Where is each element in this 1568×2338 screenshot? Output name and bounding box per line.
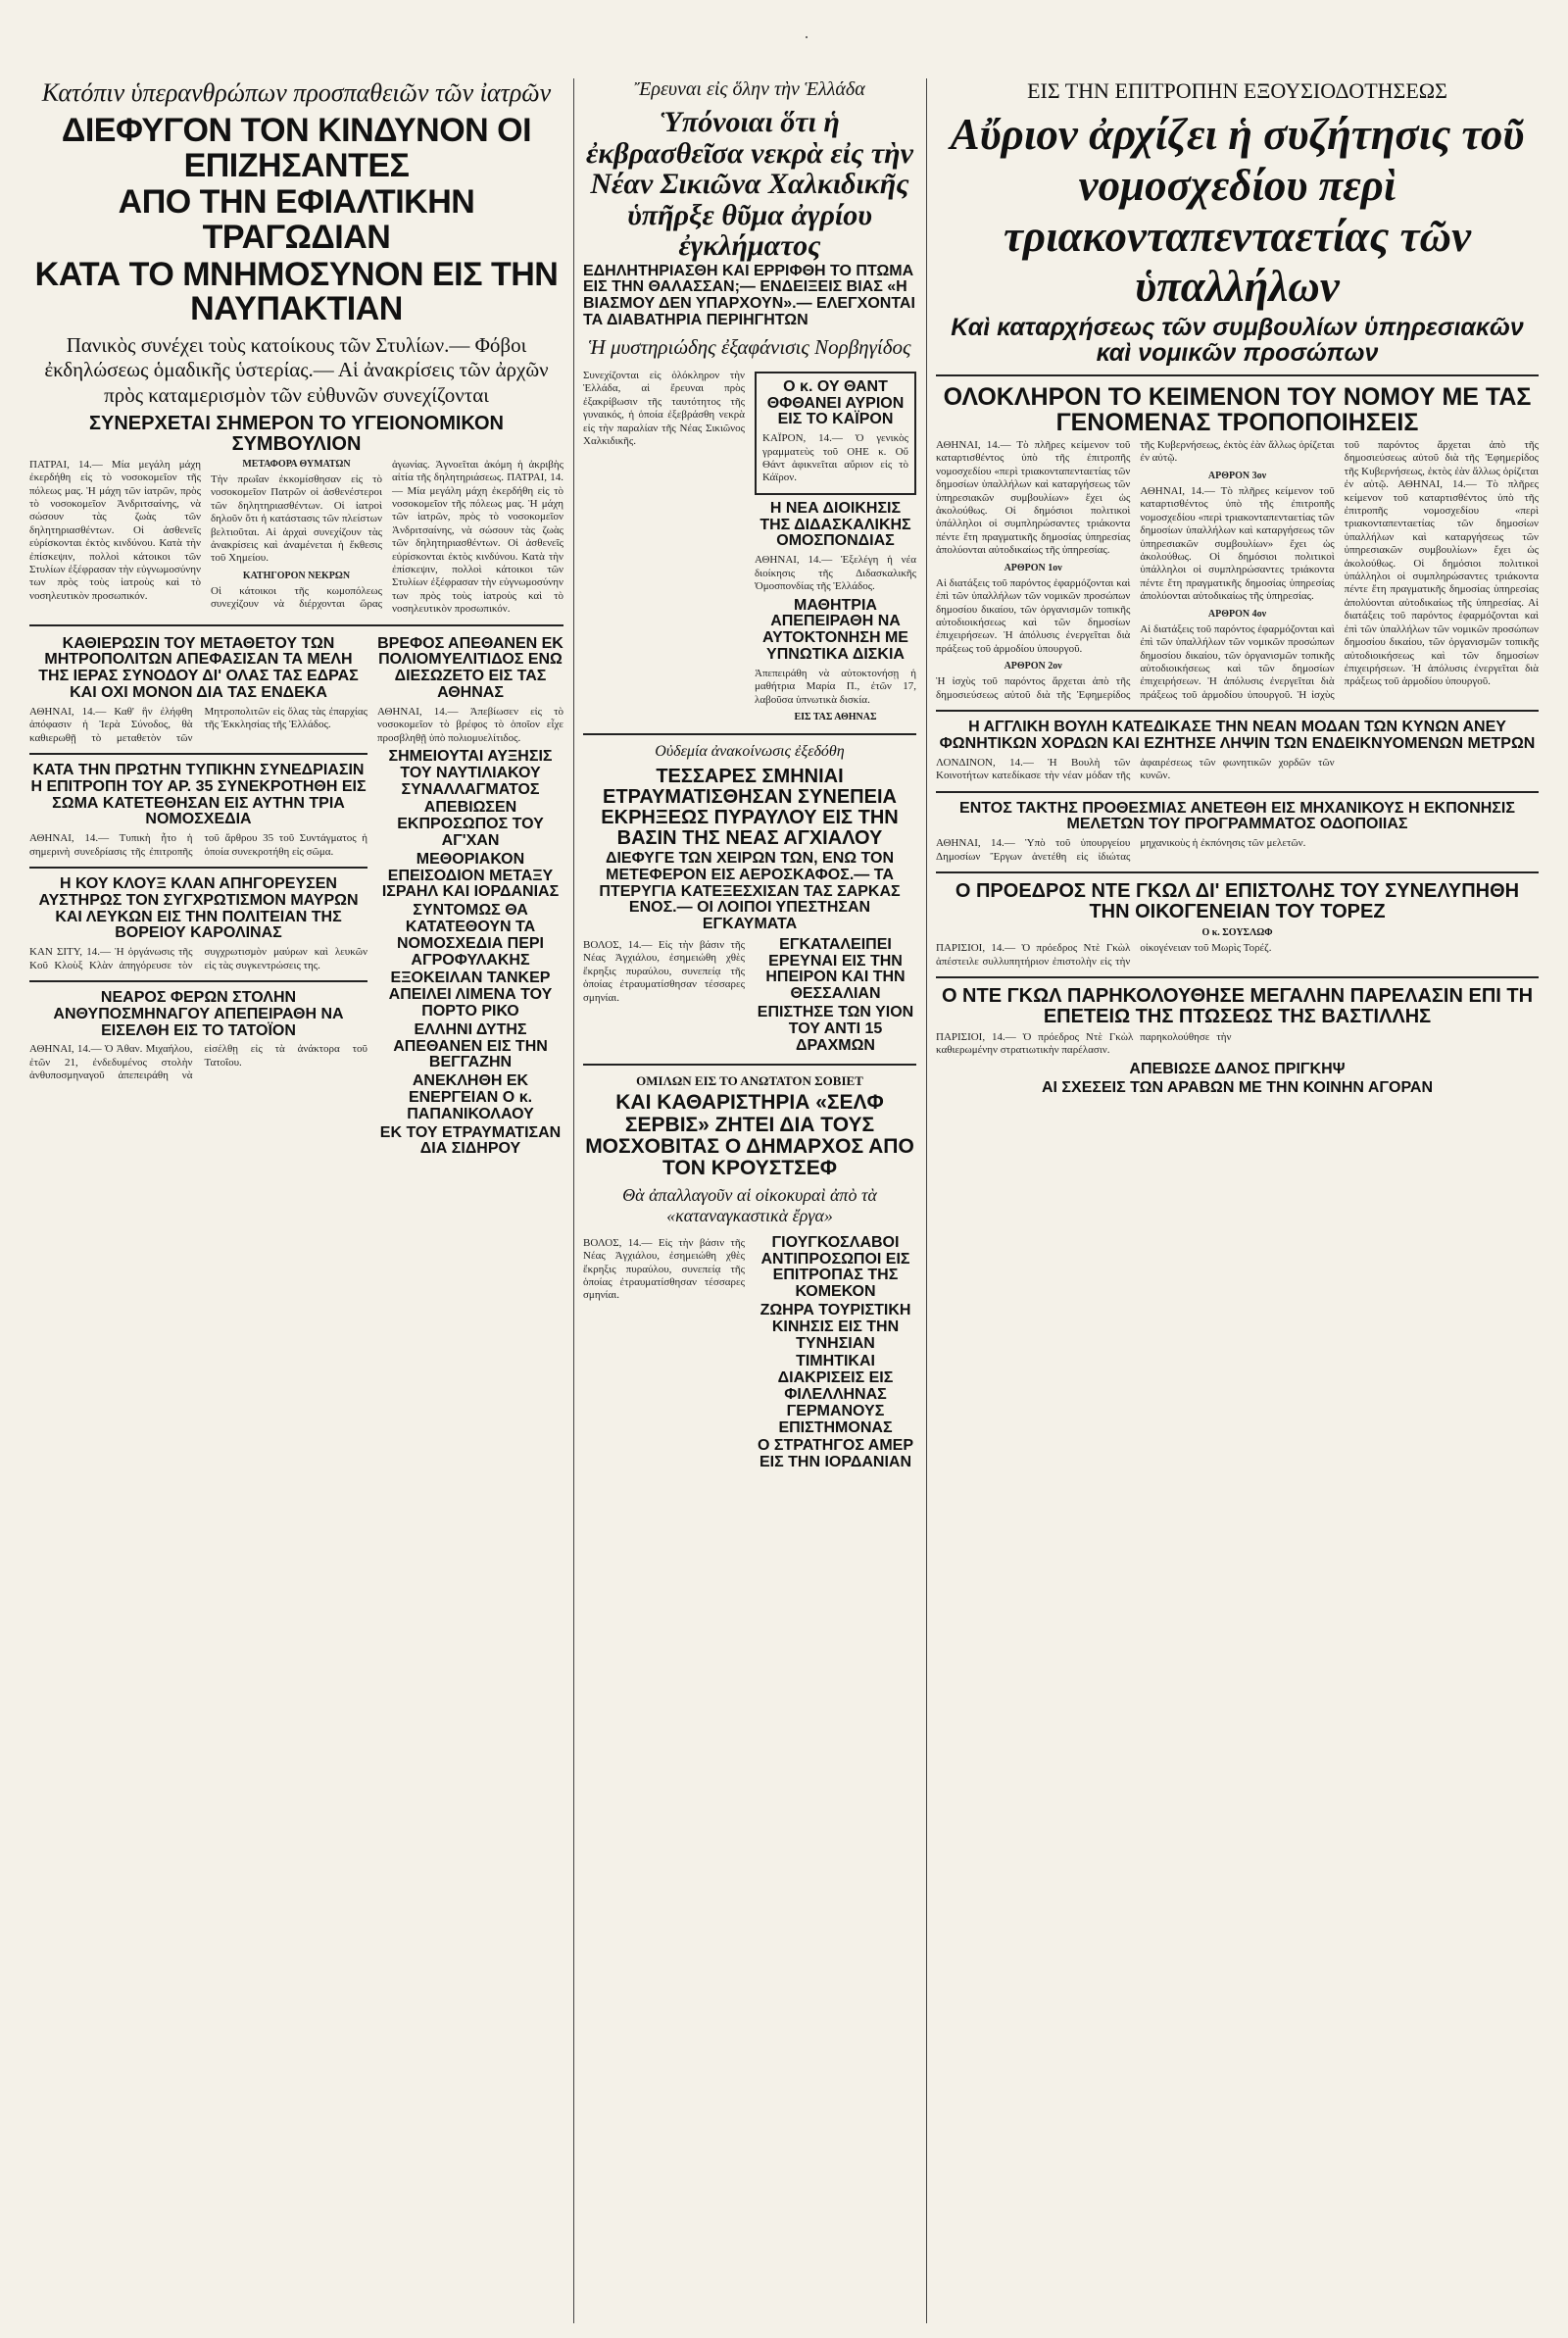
column-right — [936, 78, 1539, 2323]
column-rule — [926, 78, 927, 2323]
uthant-body: ΚΑΪΡΟΝ, 14.— Ὁ γενικὸς γραμματεὺς τοῦ ΟΗΕ κ. Οὔ Θάντ ἀφικνεῖται αὔριον εἰς τὸ Κάϊρον. — [762, 432, 908, 484]
committee-body: ΑΘΗΝΑΙ, 14.— Τυπικὴ ἦτο ἡ σημερινὴ συνεδρίασις τῆς ἐπιτροπῆς τοῦ ἄρθρου 35 τοῦ Συντάγματος ἡ ὁποία συνεκροτήθη εἰς σῶμα. — [29, 832, 368, 858]
amer-headline: Ο ΣΤΡΑΤΗΓΟΣ ΑΜΕΡ ΕΙΣ ΤΗΝ ΙΟΡΔΑΝΙΑΝ — [757, 1437, 914, 1471]
brief-aghan-headline: ΑΠΕΒΙΩΣΕΝ ΕΚΠΡΟΣΩΠΟΣ ΤΟΥ ΑΓ'ΧΑΝ — [397, 799, 544, 849]
rocket-kicker: Οὐδεμία ἀνακοίνωσις ἐξεδόθη — [655, 742, 845, 760]
article-3-label: ΑΡΘΡΟΝ 3ον — [1207, 470, 1267, 481]
synod-body: ΑΘΗΝΑΙ, 14.— Καθ' ἣν ἐλήφθη ἀπόφασιν ἡ Ἱερὰ Σύνοδος, θὰ καθιερωθῇ τὸ μεταθετὸν τῶν Μητροπολιτῶν εἰς ὅλας τὰς ἐπαρχίας τῆς Ἐκκλησίας τῆς Ἑλλάδος. — [29, 705, 368, 744]
rocket-deck: ΔΙΕΦΥΓΕ ΤΩΝ ΧΕΙΡΩΝ ΤΩΝ, ΕΝΩ ΤΟΝ ΜΕΤΕΦΕΡΟΝ ΕΙΣ ΑΕΡΟΣΚΑΦΟΣ.— ΤΑ ΠΤΕΡΥΓΙΑ ΚΑΤΕΞΕΣΧΙΣΑΝ ΤΑΣ ΣΑΡΚΑΣ ΕΝΟΣ.— ΟΙ ΛΟΙΠΟΙ ΥΠΕΣΤΗΣΑΝ ΕΓΚΑΥΜΑΤΑ — [599, 849, 901, 933]
lead-deck: Πανικὸς συνέχει τοὺς κατοίκους τῶν Στυλίων.— Φόβοι ἐκδηλώσεως ὁμαδικῆς ὑστερίας.— Αἱ ἀνακρίσεις τῶν ἀρχῶν πρὸς καταμερισμὸν τῶν εὐθυνῶν συνεχίζονται — [44, 333, 549, 407]
rocket-side — [755, 935, 916, 1057]
dogs-body: ΛΟΝΔΙΝΟΝ, 14.— Ἡ Βουλὴ τῶν Κοινοτήτων κατεδίκασε τὴν νέαν μόδαν τῆς ἀφαιρέσεως τῶν φωνητικῶν χορδῶν τῶν κυνῶν. — [936, 756, 1335, 782]
kkk-body: ΚΑΝ ΣΙΤΥ, 14.— Ἡ ὀργάνωσις τῆς Κοῦ Κλοὺξ Κλὰν ἀπηγόρευσε τὸν συγχρωτισμὸν μαύρων καὶ λευκῶν εἰς τὰς συγκεντρώσεις της. — [29, 946, 368, 971]
brief-tanker-headline: ΕΞΟΚΕΙΛΑΝ ΤΑΝΚΕΡ ΑΠΕΙΛΕΙ ΛΙΜΕΝΑ ΤΟΥ ΠΟΡΤΟ ΡΙΚΟ — [388, 970, 553, 1020]
soviet-side — [755, 1233, 916, 1473]
german-scientists-headline: ΤΙΜΗΤΙΚΑΙ ΔΙΑΚΡΙΣΕΙΣ ΕΙΣ ΦΙΛΕΛΛΗΝΑΣ ΓΕΡΜΑΝΟΥΣ ΕΠΙΣΤΗΜΟΝΑΣ — [777, 1353, 894, 1436]
arabs-market-headline: ΑΙ ΣΧΕΣΕΙΣ ΤΩΝ ΑΡΑΒΩΝ ΜΕ ΤΗΝ ΚΟΙΝΗΝ ΑΓΟΡΑΝ — [1041, 1078, 1434, 1096]
left-lower-briefs — [377, 634, 564, 1161]
left-lower-main — [29, 634, 368, 1161]
soviet-split — [583, 1233, 916, 1473]
uthant-headline: Ο κ. ΟΥ ΘΑΝΤ ΘΦΘΑΝΕΙ ΑΥΡΙΟΝ ΕΙΣ ΤΟ ΚΑΪΡΟΝ — [766, 377, 905, 428]
bill-body-text-1c: ΑΘΗΝΑΙ, 14.— Τὸ πλῆρες κείμενον τοῦ καταρτισθέντος ὑπὸ τῆς ἐπιτροπῆς νομοσχεδίου «περὶ τριακονταπενταετίας τῶν δημοσίων ὑπαλλήλων καὶ καταργήσεως τῶν ὑπηρεσιακῶν συμβουλίων» ἔχει ὡς ἀκολούθως. Οἱ δημόσιοι πολιτικοὶ ὑπάλληλοι οἱ συμπληρώσαντες τριάκοντα πέντε ἔτη πραγματικῆς δημοσίας ὑπηρεσίας ἀπολύονται αὐτοδικαίως τῆς ὑπηρεσίας. — [1344, 478, 1539, 609]
section-label-dead: ΚΑΤΗΓΟΡΟΝ ΝΕΚΡΩΝ — [242, 570, 351, 581]
lead-headline-3: ΚΑΤΑ ΤΟ ΜΝΗΜΟΣΥΝΟΝ ΕΙΣ ΤΗΝ ΝΑΥΠΑΚΤΙΑΝ — [34, 255, 559, 328]
synod-headline: ΚΑΘΙΕΡΩΣΙΝ ΤΟΥ ΜΕΤΑΘΕΤΟΥ ΤΩΝ ΜΗΤΡΟΠΟΛΙΤΩΝ ΑΠΕΦΑΣΙΣΑΝ ΤΑ ΜΕΛΗ ΤΗΣ ΙΕΡΑΣ ΣΥΝΟΔΟΥ ΔΙ' ΟΛΑΣ ΤΑΣ ΕΔΡΑΣ ΚΑΙ ΟΧΙ ΜΟΝΟΝ ΔΙΑ ΤΑΣ ΕΝΔΕΚΑ — [38, 634, 359, 701]
bill-body-text-2: Αἱ διατάξεις τοῦ παρόντος ἐφαρμόζονται καὶ ἐπὶ τῶν ὑπαλλήλων τῶν νομικῶν προσώπων δημοσίου δικαίου, τῶν ὀργανισμῶν τοπικῆς αὐτοδιοικήσεως καὶ τῶν δημοσίων ἐπιχειρήσεων. Ἡ ἀπόλυσις ἐνεργεῖται διὰ πράξεως τοῦ ἁρμοδίου ὑπουργοῦ. — [936, 576, 1131, 655]
yugoslav-headline: ΓΙΟΥΓΚΟΣΛΑΒΟΙ ΑΝΤΙΠΡΟΣΩΠΟΙ ΕΙΣ ΕΠΙΤΡΟΠΑΣ ΤΗΣ ΚΟΜΕΚΟΝ — [760, 1233, 910, 1301]
divider — [583, 733, 916, 735]
lead-body-text-1b: ΠΑΤΡΑΙ, 14.— Μία μεγάλη μάχη ἐκερδήθη εἰς τὸ νοσοκομεῖον τῆς πόλεως μας. Ἡ μάχη τῶν ἰατρῶν, πρὸς τὸ νοσοκομεῖον Ἀνδριτσαίνης, νὰ σώσουν τὰς ζωὰς τῶν δηλητηριασθέντων. Οἱ ἀσθενεῖς εὑρίσκονται ἐκτὸς κινδύνου. Κατὰ τὴν ἐπίσκεψιν, πολλοὶ κάτοικοι τῶν Στυλίων ἐξέφρασαν τὴν εὐγνωμοσύνην των πρὸς τοὺς ἰατροὺς καὶ τὸ νοσηλευτικὸν προσωπικόν. — [392, 472, 564, 616]
greece-kicker: Ἔρευναι εἰς ὅλην τὴν Ἑλλάδα — [634, 78, 865, 100]
thorez-body: ΠΑΡΙΣΙΟΙ, 14.— Ὁ πρόεδρος Ντὲ Γκὼλ ἀπέστειλε συλλυπητήριον ἐπιστολὴν εἰς τὴν οἰκογένειαν τοῦ Μωρὶς Τορέζ. — [936, 942, 1272, 968]
selfservice-headline: ΚΑΙ ΚΑΘΑΡΙΣΤΗΡΙΑ «ΣΕΛΦ ΣΕΡΒΙΣ» ΖΗΤΕΙ ΔΙΑ ΤΟΥΣ ΜΟΣΧΟΒΙΤΑΣ Ο ΔΗΜΑΡΧΟΣ ΑΠΟ ΤΟΝ ΚΡΟΥΣΤΣΕΦ — [585, 1091, 914, 1179]
divider — [29, 867, 368, 869]
bill-body — [936, 439, 1539, 702]
rocket-headline: ΤΕΣΣΑΡΕΣ ΣΜΗΝΙΑΙ ΕΤΡΑΥΜΑΤΙΣΘΗΣΑΝ ΣΥΝΕΠΕΙΑ ΕΚΡΗΞΕΩΣ ΠΥΡΑΥΛΟΥ ΕΙΣ ΤΗΝ ΒΑΣΙΝ ΤΗΣ ΝΕΑΣ ΑΓΧΙΑΛΟΥ — [601, 765, 899, 849]
teachers-headline: Η ΝΕΑ ΔΙΟΙΚΗΣΙΣ ΤΗΣ ΔΙΔΑΣΚΑΛΙΚΗΣ ΟΜΟΣΠΟΝΔΙΑΣ — [760, 499, 911, 550]
selfservice-deck: Θὰ ἀπαλλαγοῦν αἱ οἰκοκυραὶ ἀπὸ τὰ «καταναγκαστικὰ ἔργα» — [622, 1184, 877, 1226]
roads-body: ΑΘΗΝΑΙ, 14.— Ὑπὸ τοῦ ὑπουργείου Δημοσίων Ἔργων ἀνετέθη εἰς ἰδιώτας μηχανικοὺς ἡ ἐκπόνησις τῶν μελετῶν. — [936, 837, 1306, 863]
bill-body-text-1: ΑΘΗΝΑΙ, 14.— Τὸ πλῆρες κείμενον τοῦ καταρτισθέντος ὑπὸ τῆς ἐπιτροπῆς νομοσχεδίου «περὶ τριακονταπενταετίας τῶν δημοσίων ὑπαλλήλων καὶ καταργήσεως τῶν ὑπηρεσιακῶν συμβουλίων» ἔχει ὡς ἀκολούθως. Οἱ δημόσιοι πολιτικοὶ ὑπάλληλοι οἱ συμπληρώσαντες τριάκοντα πέντε ἔτη πραγματικῆς δημοσίας ὑπηρεσίας ἀπολύονται αὐτοδικαίως τῆς ὑπηρεσίας. — [936, 439, 1131, 557]
left-lower-split — [29, 634, 564, 1161]
divider — [29, 980, 368, 982]
brief-israel-headline: ΜΕΘΟΡΙΑΚΟΝ ΕΠΕΙΣΟΔΙΟΝ ΜΕΤΑΞΥ ΙΣΡΑΗΛ ΚΑΙ ΙΟΡΔΑΝΙΑΣ — [381, 850, 560, 901]
bastille-body: ΠΑΡΙΣΙΟΙ, 14.— Ὁ πρόεδρος Ντὲ Γκὼλ παρηκολούθησε τὴν καθιερωμένην στρατιωτικὴν παρέλασιν. — [936, 1030, 1232, 1057]
greece-split — [583, 366, 916, 725]
article-1-label: ΑΡΘΡΟΝ 1ον — [1004, 562, 1062, 573]
divider — [583, 1064, 916, 1066]
bill-body-text-1b: ΑΘΗΝΑΙ, 14.— Τὸ πλῆρες κείμενον τοῦ καταρτισθέντος ὑπὸ τῆς ἐπιτροπῆς νομοσχεδίου «περὶ τριακονταπενταετίας τῶν δημοσίων ὑπαλλήλων καὶ καταργήσεως τῶν ὑπηρεσιακῶν συμβουλίων» ἔχει ὡς ἀκολούθως. Οἱ δημόσιοι πολιτικοὶ ὑπάλληλοι οἱ συμπληρώσαντες τριάκοντα πέντε ἔτη πραγματικῆς δημοσίας ὑπηρεσίας ἀπολύονται αὐτοδικαίως τῆς ὑπηρεσίας. — [1140, 485, 1335, 603]
bill-text-headline: ΟΛΟΚΛΗΡΟΝ ΤΟ ΚΕΙΜΕΝΟΝ ΤΟΥ ΝΟΜΟΥ ΜΕ ΤΑΣ ΓΕΝΟΜΕΝΑΣ ΤΡΟΠΟΠΟΙΗΣΕΙΣ — [943, 382, 1532, 436]
divider — [29, 753, 368, 755]
student-body: Ἀπεπειράθη νὰ αὐτοκτονήσῃ ἡ μαθήτρια Μαρία Π., ἐτῶν 17, λαβοῦσα ὑπνωτικὰ δισκία. — [755, 667, 916, 706]
rocket-body: ΒΟΛΟΣ, 14.— Εἰς τὴν βάσιν τῆς Νέας Ἀγχιάλου, ἐσημειώθη χθὲς ἔκρηξις πυραύλου, συνεπείᾳ τῆς ὁποίας ἐτραυματίσθησαν τέσσαρες σμηνίαι. — [583, 938, 745, 1004]
bill-subheadline: Καὶ καταρχήσεως τῶν συμβουλίων ὑπηρεσιακῶν καὶ νομικῶν προσώπων — [951, 314, 1524, 368]
section-label-victims: ΜΕΤΑΦΟΡΑ ΘΥΜΑΤΩΝ — [242, 458, 351, 470]
lead-headline-1: ΔΙΕΦΥΓΟΝ ΤΟΝ ΚΙΝΔΥΝΟΝ ΟΙ ΕΠΙΖΗΣΑΝΤΕΣ — [61, 112, 532, 184]
bill-body-text-2b: Αἱ διατάξεις τοῦ παρόντος ἐφαρμόζονται καὶ ἐπὶ τῶν ὑπαλλήλων τῶν νομικῶν προσώπων δημοσίου δικαίου, τῶν ὀργανισμῶν τοπικῆς αὐτοδιοικήσεως καὶ τῶν δημοσίων ἐπιχειρήσεων. Ἡ ἀπόλυσις ἐνεργεῖται διὰ πράξεως τοῦ ἁρμοδίου ὑπουργοῦ. — [1140, 622, 1335, 701]
student-headline: ΜΑΘΗΤΡΙΑ ΑΠΕΠΕΙΡΑΘΗ ΝΑ ΑΥΤΟΚΤΟΝΗΣΗ ΜΕ ΥΠΝΩΤΙΚΑ ΔΙΣΚΙΑ — [762, 596, 908, 663]
uthant-box — [755, 372, 916, 495]
brief-iron-headline: ΕΚ ΤΟΥ ΕΤΡΑΥΜΑΤΙΣΑΝ ΔΙΑ ΣΙΔΗΡΟΥ — [379, 1123, 562, 1158]
bill-body-text-2c: Αἱ διατάξεις τοῦ παρόντος ἐφαρμόζονται καὶ ἐπὶ τῶν ὑπαλλήλων τῶν νομικῶν προσώπων δημοσίου δικαίου, τῶν ὀργανισμῶν τοπικῆς αὐτοδιοικήσεως καὶ τῶν δημοσίων ἐπιχειρήσεων. Ἡ ἀπόλυσις ἐνεργεῖται διὰ πράξεως τοῦ ἁρμοδίου ὑπουργοῦ. — [1344, 596, 1539, 688]
greece-headline: Ὑπόνοιαι ὅτι ἡ ἐκβρασθεῖσα νεκρὰ εἰς τὴν Νέαν Σικιῶνα Χαλκιδικῆς ὑπῆρξε θῦμα ἀγρίου ἐγκλήματος — [586, 106, 913, 262]
divider — [936, 871, 1539, 873]
roads-headline: ΕΝΤΟΣ ΤΑΚΤΗΣ ΠΡΟΘΕΣΜΙΑΣ ΑΝΕΤΕΘΗ ΕΙΣ ΜΗΧΑΝΙΚΟΥΣ Η ΕΚΠΟΝΗΣΙΣ ΜΕΛΕΤΩΝ ΤΟΥ ΠΡΟΓΡΑΜΜΑΤΟΣ ΟΔΟΠΟΙΙΑΣ — [959, 799, 1515, 833]
brief-baby-body: ΑΘΗΝΑΙ, 14.— Ἀπεβίωσεν εἰς τὸ νοσοκομεῖον τὸ βρέφος τὸ ὁποῖον εἶχε προσβληθῇ ὑπὸ πολιομυελίτιδος. — [377, 705, 564, 744]
lead-body-text-3: Οἱ κάτοικοι τῆς κωμοπόλεως συνεχίζουν νὰ διέρχονται ὥρας ἀγωνίας. Ἀγνοεῖται ἀκόμη ἡ ἀκριβὴς αἰτία τῆς δηλητηριάσεως. — [211, 458, 564, 611]
brief-rural-headline: ΣΥΝΤΟΜΩΣ ΘΑ ΚΑΤΑΤΕΘΟΥΝ ΤΑ ΝΟΜΟΣΧΕΔΙΑ ΠΕΡΙ ΑΓΡΟΦΥΛΑΚΗΣ — [396, 902, 544, 969]
dogs-headline: Η ΑΓΓΛΙΚΗ ΒΟΥΛΗ ΚΑΤΕΔΙΚΑΣΕ ΤΗΝ ΝΕΑΝ ΜΟΔΑΝ ΤΩΝ ΚΥΝΩΝ ΑΝΕΥ ΦΩΝΗΤΙΚΩΝ ΧΟΡΔΩΝ ΚΑΙ ΕΖΗΤΗΣΕ ΛΗΨΙΝ ΤΩΝ ΕΝΔΕΙΚΝΥΟΜΕΝΩΝ ΜΕΤΡΩΝ — [939, 719, 1536, 753]
bill-kicker: ΕΙΣ ΤΗΝ ΕΠΙΤΡΟΠΗΝ ΕΞΟΥΣΙΟΔΟΤΗΣΕΩΣ — [1027, 78, 1447, 103]
bill-body-text-3: Ἡ ἰσχὺς τοῦ παρόντος ἄρχεται ἀπὸ τῆς δημοσιεύσεως αὐτοῦ διὰ τῆς Ἐφημερίδος τῆς Κυβερνήσεως, ἐκτὸς ἐὰν ἄλλως ὁρίζεται ἐν αὐτῷ. — [936, 439, 1335, 701]
column-middle — [583, 78, 916, 2323]
divider — [936, 374, 1539, 376]
divider — [936, 791, 1539, 793]
committee-headline: ΚΑΤΑ ΤΗΝ ΠΡΩΤΗΝ ΤΥΠΙΚΗΝ ΣΥΝΕΔΡΙΑΣΙΝ Η ΕΠΙΤΡΟΠΗ ΤΟΥ ΑΡ. 35 ΣΥΝΕΚΡΟΤΗΘΗ ΕΙΣ ΣΩΜΑ ΚΑΤΕΤΕΘΗΣΑΝ ΕΙΣ ΑΥΤΗΝ ΤΡΙΑ ΝΟΜΟΣΧΕΔΙΑ — [30, 761, 367, 828]
greece-subhead: Ἡ μυστηριώδης ἐξαφάνισις Νορβηγίδος — [588, 334, 911, 359]
brief-diver-headline: ΕΛΛΗΝΙ ΔΥΤΗΣ ΑΠΕΘΑΝΕΝ ΕΙΣ ΤΗΝ ΒΕΓΓΑΖΗΝ — [393, 1020, 548, 1071]
article-2-label: ΑΡΘΡΟΝ 2ον — [1004, 661, 1062, 672]
page-ornament-mark: · — [804, 27, 809, 47]
lead-subhead: ΣΥΝΕΡΧΕΤΑΙ ΣΗΜΕΡΟΝ ΤΟ ΥΓΕΙΟΝΟΜΙΚΟΝ ΣΥΜΒΟΥΛΙΟΝ — [89, 412, 504, 455]
lead-body — [29, 459, 564, 617]
lead-kicker: Κατόπιν ὑπερανθρώπων προσπαθειῶν τῶν ἰατρῶν — [41, 78, 552, 107]
brief-shipping-headline: ΣΗΜΕΙΟΥΤΑΙ ΑΥΞΗΣΙΣ ΤΟΥ ΝΑΥΤΙΛΙΑΚΟΥ ΣΥΝΑΛΛΑΓΜΑΤΟΣ — [388, 747, 553, 798]
thorez-headline: Ο ΠΡΟΕΔΡΟΣ ΝΤΕ ΓΚΩΛ ΔΙ' ΕΠΙΣΤΟΛΗΣ ΤΟΥ ΣΥΝΕΛΥΠΗΘΗ ΤΗΝ ΟΙΚΟΓΕΝΕΙΑΝ ΤΟΥ ΤΟΡΕΖ — [955, 880, 1520, 923]
son-headline: ΕΠΙΣΤΗΣΕ ΤΩΝ ΥΙΟΝ ΤΟΥ ΑΝΤΙ 15 ΔΡΑΧΜΩΝ — [757, 1004, 914, 1054]
teachers-body: ΑΘΗΝΑΙ, 14.— Ἐξελέγη ἡ νέα διοίκησις τῆς Διδασκαλικῆς Ὁμοσπονδίας τῆς Ἑλλάδος. — [755, 554, 916, 593]
brief-baby-headline: ΒΡΕΦΟΣ ΑΠΕΘΑΝΕΝ ΕΚ ΠΟΛΙΟΜΥΕΛΙΤΙΔΟΣ ΕΝΩ ΔΙΕΣΩΖΕΤΟ ΕΙΣ ΤΑΣ ΑΘΗΝΑΣ — [377, 634, 564, 701]
danish-prince-headline: ΑΠΕΒΙΩΣΕ ΔΑΝΟΣ ΠΡΙΓΚΗΨ — [1129, 1060, 1346, 1077]
rocket-split — [583, 935, 916, 1057]
lead-body-text-1: ΠΑΤΡΑΙ, 14.— Μία μεγάλη μάχη ἐκερδήθη εἰς τὸ νοσοκομεῖον τῆς πόλεως μας. Ἡ μάχη τῶν ἰατρῶν, πρὸς τὸ νοσοκομεῖον Ἀνδριτσαίνης, νὰ σώσουν τὰς ζωὰς τῶν δηλητηριασθέντων. Οἱ ἀσθενεῖς εὑρίσκονται ἐκτὸς κινδύνου. Κατὰ τὴν ἐπίσκεψιν, πολλοὶ κάτοικοι τῶν Στυλίων ἐξέφρασαν τὴν εὐγνωμοσύνην των πρὸς τοὺς ἰατροὺς καὶ τὸ νοσηλευτικὸν προσωπικόν. — [29, 458, 201, 602]
column-rule — [573, 78, 574, 2323]
kkk-headline: Η ΚΟΥ ΚΛΟΥΞ ΚΛΑΝ ΑΠΗΓΟΡΕΥΣΕΝ ΑΥΣΤΗΡΩΣ ΤΟΝ ΣΥΓΧΡΩΤΙΣΜΟΝ ΜΑΥΡΩΝ ΚΑΙ ΛΕΥΚΩΝ ΕΙΣ ΤΗΝ ΠΟΛΙΤΕΙΑΝ ΤΗΣ ΒΟΡΕΙΟΥ ΚΑΡΟΛΙΝΑΣ — [38, 874, 359, 942]
bastille-headline: Ο ΝΤΕ ΓΚΩΛ ΠΑΡΗΚΟΛΟΥΘΗΣΕ ΜΕΓΑΛΗΝ ΠΑΡΕΛΑΣΙΝ ΕΠΙ ΤΗ ΕΠΕΤΕΙΩ ΤΗΣ ΠΤΩΣΕΩΣ ΤΗΣ ΒΑΣΤΙΛΛΗΣ — [941, 984, 1534, 1027]
soviet-kicker: ΟΜΙΛΩΝ ΕΙΣ ΤΟ ΑΝΩΤΑΤΟΝ ΣΟΒΙΕΤ — [636, 1073, 863, 1089]
lead-body-text-2: Τὴν πρωΐαν ἐκκομίσθησαν εἰς τὸ νοσοκομεῖον Πατρῶν οἱ ἀσθενέστεροι τῶν δηλητηριασθέντων. Οἱ ἰατροὶ δηλοῦν ὅτι ἡ κατάστασις τῶν πλείστων βελτιοῦται. Αἱ ἀρχαὶ συνεχίζουν τὰς ἀνακρίσεις καὶ ἀναμένεται ἡ ἔκθεσις τοῦ Χημείου. — [211, 473, 382, 565]
divider — [29, 624, 564, 626]
article-4-label: ΑΡΘΡΟΝ 4ον — [1207, 608, 1267, 620]
tatoi-headline: ΝΕΑΡΟΣ ΦΕΡΩΝ ΣΤΟΛΗΝ ΑΝΘΥΠΟΣΜΗΝΑΓΟΥ ΑΠΕΠΕΙΡΑΘΗ ΝΑ ΕΙΣΕΛΘΗ ΕΙΣ ΤΟ ΤΑΤΟΪΟΝ — [53, 988, 344, 1039]
epirus-headline: ΕΓΚΑΤΑΛΕΙΠΕΙ ΕΡΕΥΝΑΙ ΕΙΣ ΤΗΝ ΗΠΕΙΡΟΝ ΚΑΙ ΤΗΝ ΘΕΣΣΑΛΙΑΝ — [765, 935, 906, 1003]
greece-side — [755, 366, 916, 725]
athens-label: ΕΙΣ ΤΑΣ ΑΘΗΝΑΣ — [794, 711, 877, 722]
tunisia-headline: ΖΩΗΡΑ ΤΟΥΡΙΣΤΙΚΗ ΚΙΝΗΣΙΣ ΕΙΣ ΤΗΝ ΤΥΝΗΣΙΑΝ — [760, 1302, 911, 1352]
suslov-label: Ο κ. ΣΟΥΣΛΩΦ — [1201, 927, 1273, 939]
column-left — [29, 78, 564, 2323]
bill-body-text-3b: Ἡ ἰσχὺς τοῦ παρόντος ἄρχεται ἀπὸ τῆς δημοσιεύσεως αὐτοῦ διὰ τῆς Ἐφημερίδος τῆς Κυβερνήσεως, ἐκτὸς ἐὰν ἄλλως ὁρίζεται ἐν αὐτῷ. — [1297, 439, 1539, 701]
divider — [936, 976, 1539, 978]
greece-deck: ΕΔΗΛΗΤΗΡΙΑΣΘΗ ΚΑΙ ΕΡΡΙΦΘΗ ΤΟ ΠΤΩΜΑ ΕΙΣ ΤΗΝ ΘΑΛΑΣΣΑΝ;— ΕΝΔΕΙΞΕΙΣ ΒΙΑΣ «Η ΒΙΑΣΜΟΥ ΔΕΝ ΥΠΑΡΧΟΥΝ».— ΕΛΕΓΧΟΝΤΑΙ ΤΑ ΔΙΑΒΑΤΗΡΙΑ ΠΕΡΙΗΓΗΤΩΝ — [583, 262, 915, 328]
greece-body: Συνεχίζονται εἰς ὁλόκληρον τὴν Ἑλλάδα, αἱ ἔρευναι πρὸς ἐξακρίβωσιν τῆς ταυτότητος τῆς γυναικός, ἡ ὁποία ἐξεβράσθη νεκρὰ εἰς τὴν παραλίαν τῆς Νέας Σικιῶνος Χαλκιδικῆς. — [583, 369, 745, 447]
bill-headline: Αὔριον ἀρχίζει ἡ συζήτησις τοῦ νομοσχεδίου περὶ τριακονταπενταετίας τῶν ὑπαλλήλων — [950, 110, 1525, 312]
lead-headline-2: ΑΠΟ ΤΗΝ ΕΦΙΑΛΤΙΚΗΝ ΤΡΑΓΩΔΙΑΝ — [118, 183, 475, 257]
soviet-body: ΒΟΛΟΣ, 14.— Εἰς τὴν βάσιν τῆς Νέας Ἀγχιάλου, ἐσημειώθη χθὲς ἔκρηξις πυραύλου, συνεπείᾳ τῆς ὁποίας ἐτραυματίσθησαν τέσσαρες σμηνίαι. — [583, 1236, 745, 1302]
divider — [936, 710, 1539, 712]
brief-papanikolaou-headline: ΑΝΕΚΛΗΘΗ ΕΚ ΕΝΕΡΓΕΙΑΝ Ο κ. ΠΑΠΑΝΙΚΟΛΑΟΥ — [407, 1072, 534, 1122]
tatoi-body: ΑΘΗΝΑΙ, 14.— Ὁ Ἀθαν. Μιχαήλου, ἐτῶν 21, ἐνδεδυμένος στολὴν ἀνθυποσμηναγοῦ ἀπεπειράθη νὰ εἰσέλθῃ εἰς τὰ ἀνάκτορα τοῦ Τατοΐου. — [29, 1043, 368, 1082]
